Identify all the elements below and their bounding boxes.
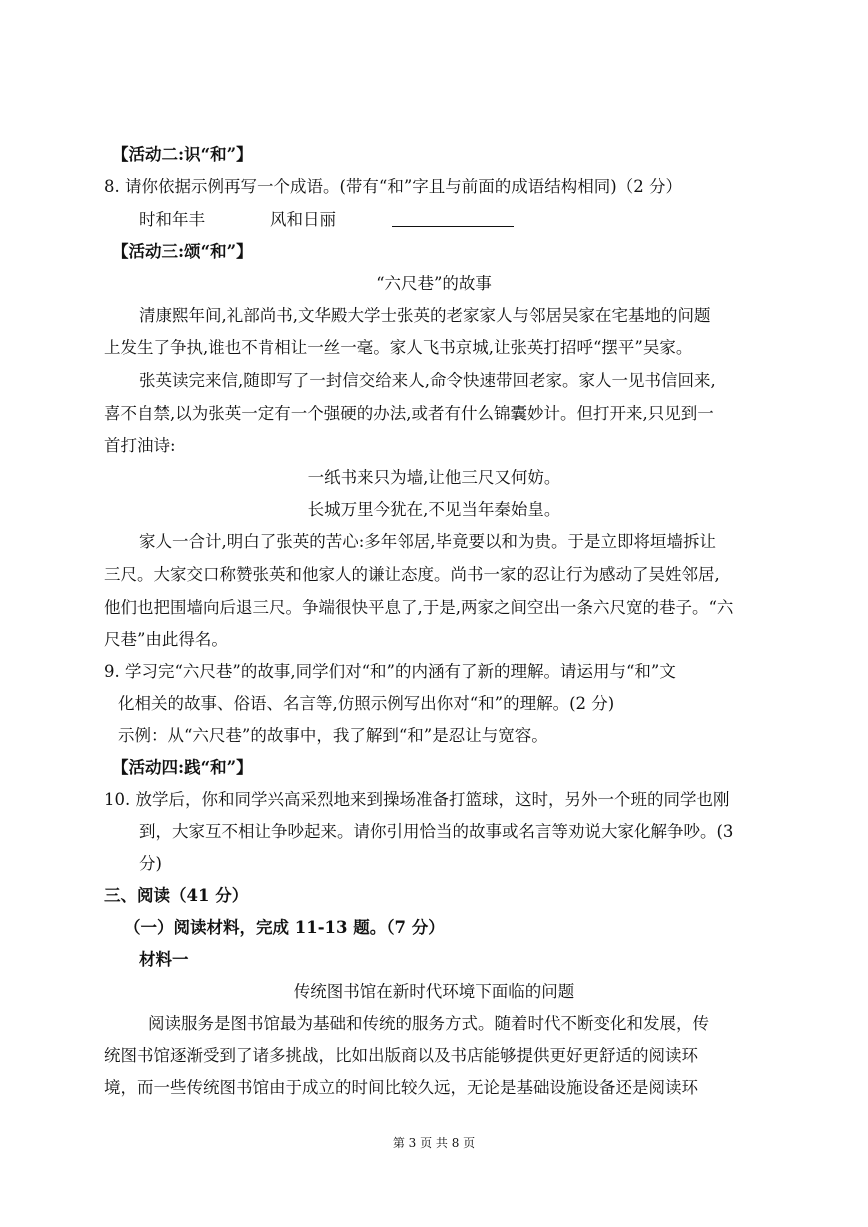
activity-3-heading: 【活动三:颂“和”】 [112,242,253,261]
story-line: 张英读完来信,随即写了一封信交给来人,命令快速带回老家。家人一见书信回来, [139,371,716,390]
story-line: 尺巷”由此得名。 [104,630,228,649]
poem-line: 长城万里今犹在,不见当年秦始皇。 [307,500,561,519]
story-line: 喜不自禁,以为张英一定有一个强硬的办法,或者有什么锦囊妙计。但打开来,只见到一 [104,404,714,423]
story-line: 三尺。大家交口称赞张英和他家人的谦让态度。尚书一家的忍让行为感动了吴姓邻居, [104,565,720,584]
article-line: 阅读服务是图书馆最为基础和传统的服务方式。随着时代不断变化和发展，传 [148,1014,709,1033]
idiom-example-1: 时和年丰 [139,210,205,229]
activity-2-heading: 【活动二:识“和”】 [112,145,253,164]
material-1-label: 材料一 [139,950,189,969]
article-title: 传统图书馆在新时代环境下面临的问题 [293,982,575,1001]
question-8: 8. 请你依据示例再写一个成语。(带有“和”字且与前面的成语结构相同)（2 分） [104,177,682,196]
poem-line: 一纸书来只为墙,让他三尺又何妨。 [307,468,561,487]
activity-4-heading: 【活动四:践“和”】 [112,758,253,777]
question-9-line-1: 9. 学习完“六尺巷”的故事,同学们对“和”的内涵有了新的理解。请运用与“和”文 [104,662,676,681]
story-line: 清康熙年间,礼部尚书,文华殿大学士张英的老家家人与邻居吴家在宅基地的问题 [139,306,711,325]
question-9-example: 示例：从“六尺巷”的故事中，我了解到“和”是忍让与宽容。 [118,726,548,745]
story-title: “六尺巷”的故事 [376,274,492,293]
article-line: 境，而一些传统图书馆由于成立的时间比较久远，无论是基础设施设备还是阅读环 [104,1078,698,1097]
story-line: 上发生了争执,谁也不肯相让一丝一毫。家人飞书京城,让张英打招呼“摆平”吴家。 [104,338,693,357]
question-10-line-1: 10. 放学后，你和同学兴高采烈地来到操场准备打篮球，这时，另外一个班的同学也刚 [104,790,730,809]
question-9-line-2: 化相关的故事、俗语、名言等,仿照示例写出你对“和”的理解。(2 分) [118,694,615,713]
reading-section-heading: 三、阅读（41 分） [104,886,249,905]
article-line: 统图书馆逐渐受到了诸多挑战，比如出版商以及书店能够提供更好更舒适的阅读环 [104,1046,698,1065]
story-line: 首打油诗: [104,436,176,455]
reading-sub-heading: （一）阅读材料，完成 11-13 题。（7 分） [124,918,445,937]
answer-blank-line[interactable] [392,226,514,227]
story-line: 家人一合计,明白了张英的苦心:多年邻居,毕竟要以和为贵。于是立即将垣墙拆让 [139,532,717,551]
page-footer: 第 3 页 共 8 页 [392,1136,476,1150]
idiom-example-2: 风和日丽 [270,210,336,229]
question-10-line-2: 到，大家互不相让争吵起来。请你引用恰当的故事或名言等劝说大家化解争吵。(3 [139,822,734,841]
question-10-line-3: 分) [139,854,162,873]
story-line: 他们也把围墙向后退三尺。争端很快平息了,于是,两家之间空出一条六尺宽的巷子。“六 [104,598,734,617]
